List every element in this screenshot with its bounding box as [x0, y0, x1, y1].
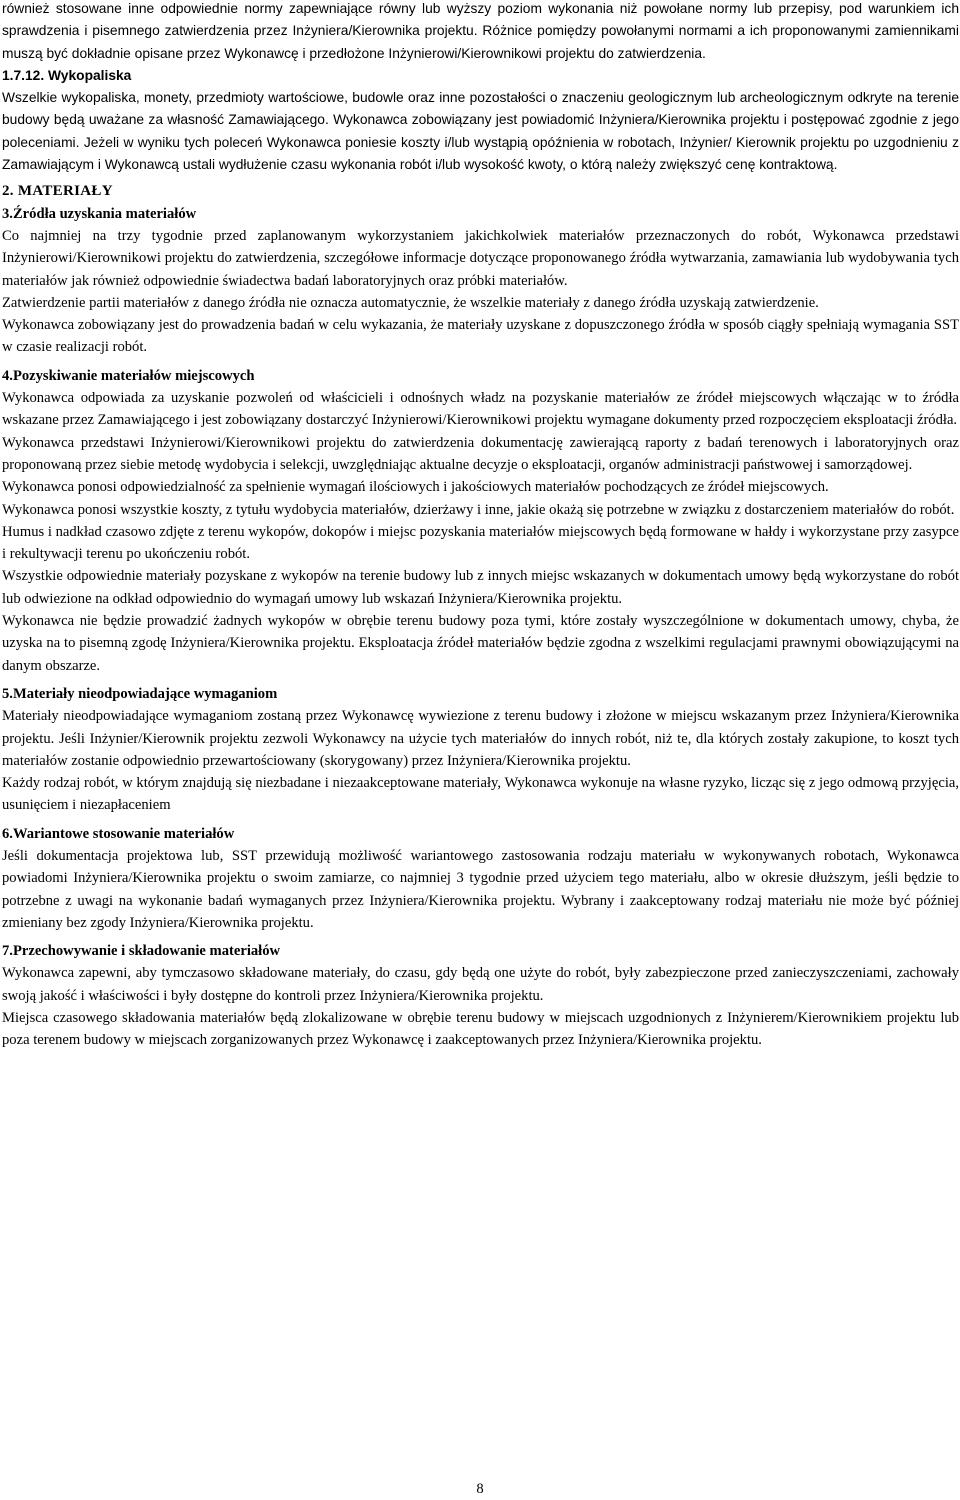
section-1-7-12-heading-text: 1.7.12. Wykopaliska [2, 67, 132, 83]
section-7-paragraph: Miejsca czasowego składowania materiałów będą zlokalizowane w obrębie terenu budowy w miejscach uzgodnionych z Inżynierem/Kierownikiem projektu lub poza terenem budowy w miejscach zorganizowanych przez Wykonawcę i zaakceptowanych przez Inżyniera/Kierownika projektu. [2, 1010, 959, 1049]
section-1-7-12-paragraph: Wszelkie wykopaliska, monety, przedmioty wartościowe, budowle oraz inne pozostałości o znaczeniu geologicznym lub archeologicznym odkryte na terenie budowy będą uważane za własność Zamawiającego. Wykonawca zobowiązany jest powiadomić Inżyniera/Kierownika projektu i postępować zgodnie z jego poleceniami. Jeżeli w wyniku tych poleceń Wykonawca poniesie koszty i/lub wystąpią opóźnienia w robotach, Inżynier/ Kierownik projektu po uzgodnieniu z Zamawiającym i Wykonawcą ustali wydłużenie czasu wykonania robót i/lub wysokość kwoty, o którą należy zwiększyć cenę kontraktową. [2, 90, 959, 173]
section-1-7-12-heading [2, 65, 959, 87]
section-3-paragraph: Co najmniej na trzy tygodnie przed zaplanowanym wykorzystaniem jakichkolwiek materiałów przeznaczonych do robót, Wykonawca przedstawi Inżynierowi/Kierownikowi projektu do zatwierdzenia, szczegółowe informacje dotyczące proponowanego źródła wytwarzania, zamawiania lub wydobywania tych materiałów jak również odpowiednie świadectwa badań laboratoryjnych oraz próbki materiałów. [2, 227, 959, 289]
section-4-paragraph: Wykonawca odpowiada za uzyskanie pozwoleń od właścicieli i odnośnych władz na pozyskanie materiałów ze źródeł miejscowych włączając w to źródła wskazane przez Zamawiającego i jest zobowiązany dostarczyć Inżynierowi/Kierownikowi projektu wymagane dokumenty przed rozpoczęciem eksploatacji źródła. [2, 390, 959, 429]
section-6-paragraph: Jeśli dokumentacja projektowa lub, SST przewidują możliwość wariantowego zastosowania rodzaju materiału w wykonywanych robotach, Wykonawca powiadomi Inżyniera/Kierownika projektu o swoim zamiarze, co najmniej 3 tygodnie przed użyciem tego materiału, albo w okresie dłuższym, jeśli będzie to potrzebne z uwagi na wykonanie badań wymaganych przez Inżyniera/Kierownika projektu. Wybrany i zaakceptowany rodzaj materiału nie może być później zmieniany bez zgody Inżyniera/Kierownika projektu. [2, 847, 959, 931]
section-4-paragraph: Wykonawca ponosi wszystkie koszty, z tytułu wydobycia materiałów, dzierżawy i inne, jakie okażą się potrzebne w związku z dostarczeniem materiałów do robót. [2, 501, 955, 518]
section-4-paragraph: Wykonawca przedstawi Inżynierowi/Kierownikowi projektu do zatwierdzenia dokumentację zawierającą raporty z badań terenowych i laboratoryjnych oraz proponowaną przez siebie metodę wydobycia i selekcji, uwzględniając aktualne decyzje o eksploatacji, organów administracji państwowej i samorządowej. [2, 434, 959, 473]
section-3-paragraph: Wykonawca zobowiązany jest do prowadzenia badań w celu wykazania, że materiały uzyskane z dopuszczonego źródła w sposób ciągły spełniają wymagania SST w czasie realizacji robót. [2, 317, 959, 356]
section-3-heading: 3.Źródła uzyskania materiałów [2, 205, 197, 222]
section-4-paragraph: Humus i nadkład czasowo zdjęte z terenu wykopów, dokopów i miejsc pozyskania materiałów miejscowych będą formowane w hałdy i wykorzystane przy zasypce i rekultywacji terenu po ukończeniu robót. [2, 523, 959, 563]
section-5-paragraph: Materiały nieodpowiadające wymaganiom zostaną przez Wykonawcę wywiezione z terenu budowy i złożone w miejscu wskazanym przez Inżyniera/Kierownika projektu. Jeśli Inżynier/Kierownik projektu zezwoli Wykonawcy na użycie tych materiałów do innych robót, niż te, dla których zostały zakupione, to koszt tych materiałów zostanie odpowiednio przewartościowany (skorygowany) przez Inżyniera/Kierownika projektu. [2, 708, 959, 769]
section-4-heading: 4.Pozyskiwanie materiałów miejscowych [2, 367, 255, 384]
section-2-heading: 2. MATERIAŁY [2, 183, 113, 200]
section-7-heading: 7.Przechowywanie i składowanie materiałów [2, 943, 281, 960]
section-4-paragraph: Wykonawca nie będzie prowadzić żadnych wykopów w obrębie terenu budowy poza tymi, które zostały wyszczególnione w dokumentach umowy, chyba, że uzyska na to pisemną zgodę Inżyniera/Kierownika projektu. Eksploatacja źródeł materiałów będzie zgodna z wszelkimi regulacjami prawnymi obowiązującymi na danym obszarze. [2, 613, 959, 674]
section-4-paragraph: Wykonawca ponosi odpowiedzialność za spełnienie wymagań ilościowych i jakościowych materiałów pochodzących ze źródeł miejscowych. [2, 479, 829, 496]
section-5-paragraph: Każdy rodzaj robót, w którym znajdują się niezbadane i niezaakceptowane materiały, Wykonawca wykonuje na własne ryzyko, licząc się z jego odmową przyjęcia, usunięciem i niezapłaceniem [2, 775, 959, 814]
section-6-heading: 6.Wariantowe stosowanie materiałów [2, 825, 235, 842]
intro-paragraph: również stosowane inne odpowiednie normy zapewniające równy lub wyższy poziom wykonania niż powołane normy lub przepisy, pod warunkiem ich sprawdzenia i pisemnego zatwierdzenia przez Inżyniera/Kierownika projektu. Różnice pomiędzy powołanymi normami a ich proponowanymi zamiennikami muszą być dokładnie opisane przez Wykonawcę i przedłożone Inżynierowi/Kierownikowi projektu do zatwierdzenia. [2, 1, 959, 61]
section-3-paragraph: Zatwierdzenie partii materiałów z danego źródła nie oznacza automatycznie, że wszelkie materiały z danego źródła uzyskają zatwierdzenie. [2, 294, 819, 311]
section-4-paragraph: Wszystkie odpowiednie materiały pozyskane z wykopów na terenie budowy lub z innych miejsc wskazanych w dokumentach umowy będą wykorzystane do robót lub odwiezione na odkład odpowiednio do wymagań umowy lub wskazań Inżyniera/Kierownika projektu. [2, 568, 959, 607]
page-number: 8 [476, 1481, 484, 1497]
section-5-heading: 5.Materiały nieodpowiadające wymaganiom [2, 685, 278, 702]
section-7-paragraph: Wykonawca zapewni, aby tymczasowo składowane materiały, do czasu, gdy będą one użyte do robót, były zabezpieczone przed zanieczyszczeniami, zachowały swoją jakość i właściwości i były dostępne do kontroli przez Inżyniera/Kierownika projektu. [2, 965, 959, 1004]
